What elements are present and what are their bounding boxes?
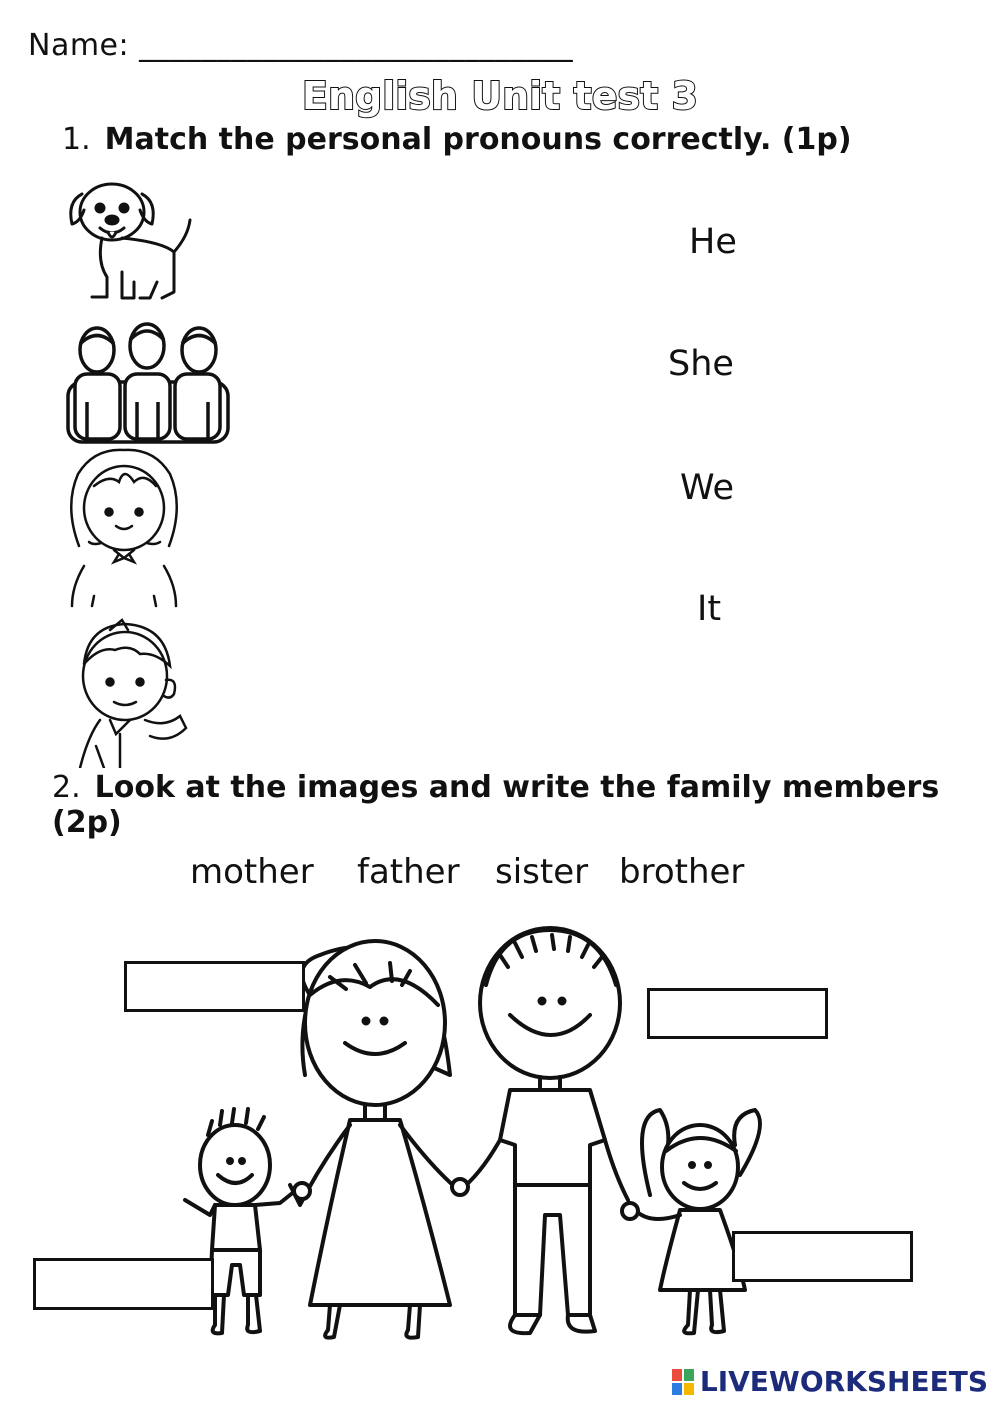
name-blank: ____________________________ (139, 28, 574, 63)
pronoun-item[interactable]: He (689, 222, 737, 262)
boy-illustration[interactable] (70, 616, 190, 768)
girl-illustration[interactable] (64, 446, 184, 608)
mother-figure (290, 941, 455, 1338)
question-2-number: 2. (52, 770, 81, 805)
pronoun-item[interactable]: We (680, 468, 735, 508)
pronoun-item[interactable]: It (697, 589, 722, 629)
pronoun-item[interactable]: She (668, 344, 734, 384)
word-bank-item: mother (190, 852, 314, 892)
answer-box-sister[interactable] (732, 1231, 913, 1282)
answer-box-brother[interactable] (33, 1258, 214, 1310)
question-2 (52, 770, 1000, 840)
page-title: English Unit test 3 (302, 74, 698, 118)
brand-name: LIVEWORKSHEETS (699, 1365, 988, 1398)
answer-box-father[interactable] (647, 988, 828, 1039)
answer-box-mother[interactable] (124, 961, 305, 1012)
liveworksheets-logo (672, 1365, 988, 1398)
question-1 (62, 122, 852, 157)
sister-figure (635, 1110, 760, 1333)
name-label: Name: (28, 28, 130, 63)
word-bank-item: sister (495, 852, 589, 892)
name-field[interactable] (28, 28, 573, 63)
question-1-instruction: Match the personal pronouns correctly. (1p) (104, 122, 852, 157)
question-2-instruction: Look at the images and write the family members (2p) (52, 770, 940, 840)
question-1-number: 1. (62, 122, 91, 157)
word-bank-item: father (357, 852, 460, 892)
word-bank-item: brother (619, 852, 745, 892)
liveworksheets-logo-icon (672, 1369, 694, 1395)
group-illustration[interactable] (65, 322, 230, 447)
father-figure (460, 928, 628, 1333)
dog-illustration[interactable] (62, 172, 197, 307)
